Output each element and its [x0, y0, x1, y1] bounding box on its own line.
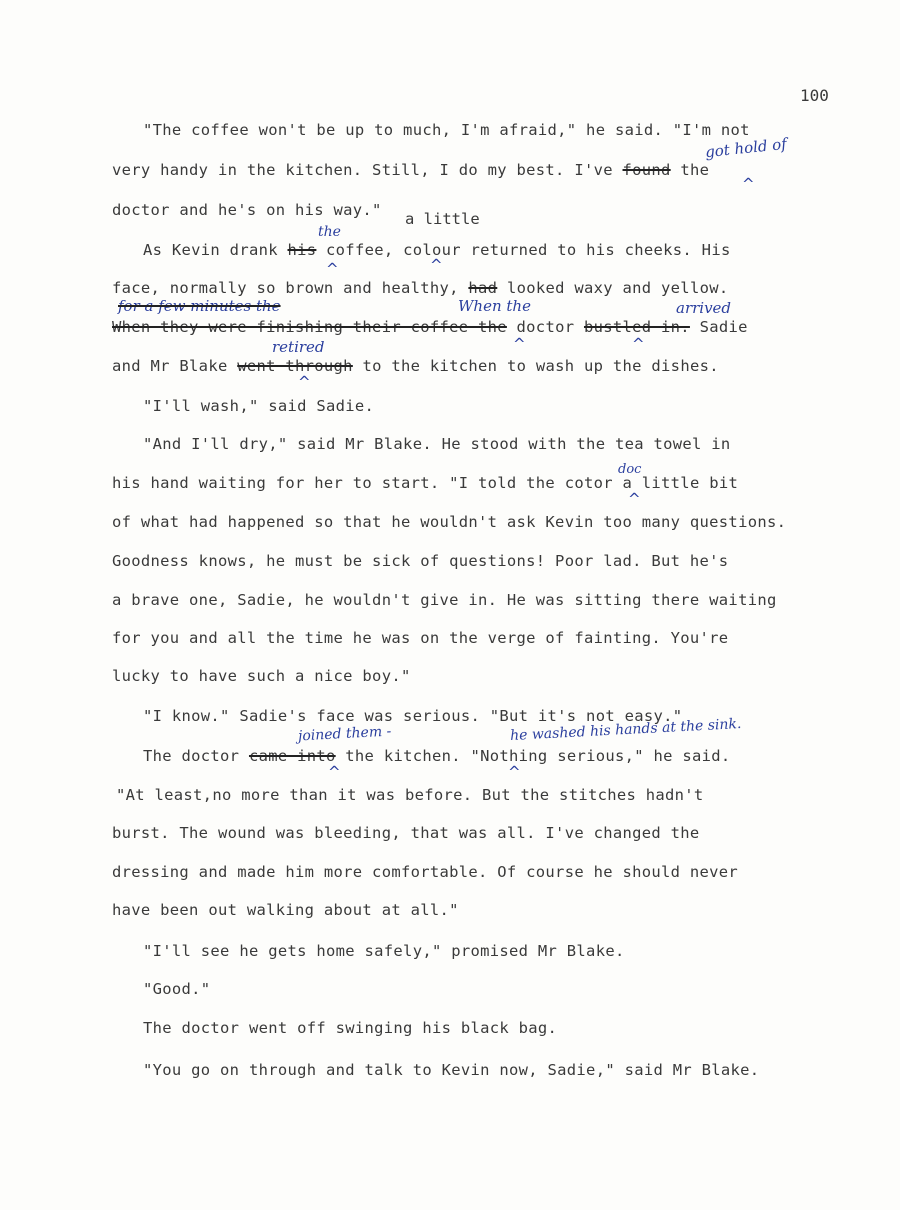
insert-caret: ^ [328, 763, 341, 781]
struck-line-6-start: When they were finishing their coffee the [112, 318, 507, 336]
insert-caret: ^ [513, 335, 526, 353]
handwritten-when-the: When the [458, 297, 531, 315]
insert-caret: ^ [508, 763, 521, 781]
struck-word-his: his [287, 241, 317, 259]
insert-caret: ^ [298, 373, 311, 391]
text-line-25: "You go on through and talk to Kevin now, Sadie," said Mr Blake. [143, 1061, 760, 1079]
text-line-2 [112, 160, 709, 180]
handwritten-got-hold-of: got hold of [704, 134, 788, 162]
text-line-21: have been out walking about at all." [112, 901, 459, 919]
handwritten-retired: retired [272, 338, 325, 356]
struck-words-came-into: came into [248, 747, 336, 765]
text-line-15: lucky to have such a nice boy." [112, 667, 411, 685]
text-line-7-rest: to the kitchen to wash up the dishes. [362, 357, 719, 375]
insert-caret: ^ [430, 256, 443, 274]
text-line-2-end: the [680, 161, 710, 179]
insert-caret: ^ [326, 260, 339, 278]
struck-word-found: found [622, 161, 671, 179]
text-line-10-cotor: cotor [564, 474, 613, 492]
text-line-5 [112, 278, 728, 298]
handwritten-the: the [318, 224, 341, 240]
text-line-24: The doctor went off swinging his black bag. [143, 1019, 558, 1037]
text-line-5-rest: looked waxy and yellow. [506, 279, 729, 297]
handwritten-struck-few-minutes: for a few minutes the [118, 297, 281, 315]
text-line-1: "The coffee won't be up to much, I'm afraid," he said. "I'm not [143, 121, 750, 139]
text-line-22: "I'll see he gets home safely," promised Mr Blake. [143, 942, 625, 960]
text-line-16: "I know." Sadie's face was serious. "But it's not easy." [143, 707, 683, 725]
text-line-12: Goodness knows, he must be sick of questions! Poor lad. But he's [112, 552, 729, 570]
struck-words-went-through: went through [237, 357, 353, 375]
text-line-13: a brave one, Sadie, he wouldn't give in. He was sitting there waiting [112, 591, 777, 609]
handwritten-arrived: arrived [676, 299, 732, 317]
insert-caret: ^ [742, 175, 755, 193]
handwritten-washed-hands: he washed his hands at the sink. [509, 715, 742, 745]
text-line-20: dressing and made him more comfortable. Of course he should never [112, 863, 739, 881]
text-line-4-rest: coffee, colour returned to his cheeks. His [326, 241, 731, 259]
text-line-10 [112, 473, 738, 493]
text-line-6-doctor: doctor [516, 318, 575, 336]
text-line-4-start: As Kevin drank [143, 241, 278, 259]
handwritten-joined-them: joined them - [297, 723, 392, 745]
text-line-7 [112, 356, 719, 376]
page-number: 100 [800, 86, 829, 105]
text-line-8: "I'll wash," said Sadie. [143, 397, 375, 415]
text-line-17 [143, 746, 731, 766]
insert-caret: ^ [628, 490, 641, 508]
text-line-23: "Good." [143, 980, 211, 998]
text-line-6-sadie: Sadie [699, 318, 748, 336]
text-line-14: for you and all the time he was on the verge of fainting. You're [112, 629, 729, 647]
text-line-6 [112, 317, 748, 337]
typed-insert-a-little: a little [405, 210, 480, 228]
text-line-10-start: his hand waiting for her to start. "I told the [112, 474, 556, 492]
text-line-3: doctor and he's on his way." [112, 201, 382, 219]
text-line-10-rest: a little bit [622, 474, 739, 492]
text-line-19: burst. The wound was bleeding, that was all. I've changed the [112, 824, 700, 842]
handwritten-doc: doc [618, 462, 642, 477]
text-line-17-start: The doctor [143, 747, 240, 765]
insert-caret: ^ [632, 335, 645, 353]
text-line-7-start: and Mr Blake [112, 357, 228, 375]
text-line-11: of what had happened so that he wouldn't ask Kevin too many questions. [112, 513, 787, 531]
struck-word-had: had [468, 279, 498, 297]
text-line-17-rest: the kitchen. "Nothing serious," he said. [345, 747, 731, 765]
text-line-5-start: face, normally so brown and healthy, [112, 279, 459, 297]
text-line-9: "And I'll dry," said Mr Blake. He stood with the tea towel in [143, 435, 731, 453]
struck-words-bustled-in: bustled in. [583, 318, 690, 336]
text-line-18: "At least,no more than it was before. But the stitches hadn't [116, 786, 704, 804]
text-line-2-main: very handy in the kitchen. Still, I do my best. I've [112, 161, 613, 179]
